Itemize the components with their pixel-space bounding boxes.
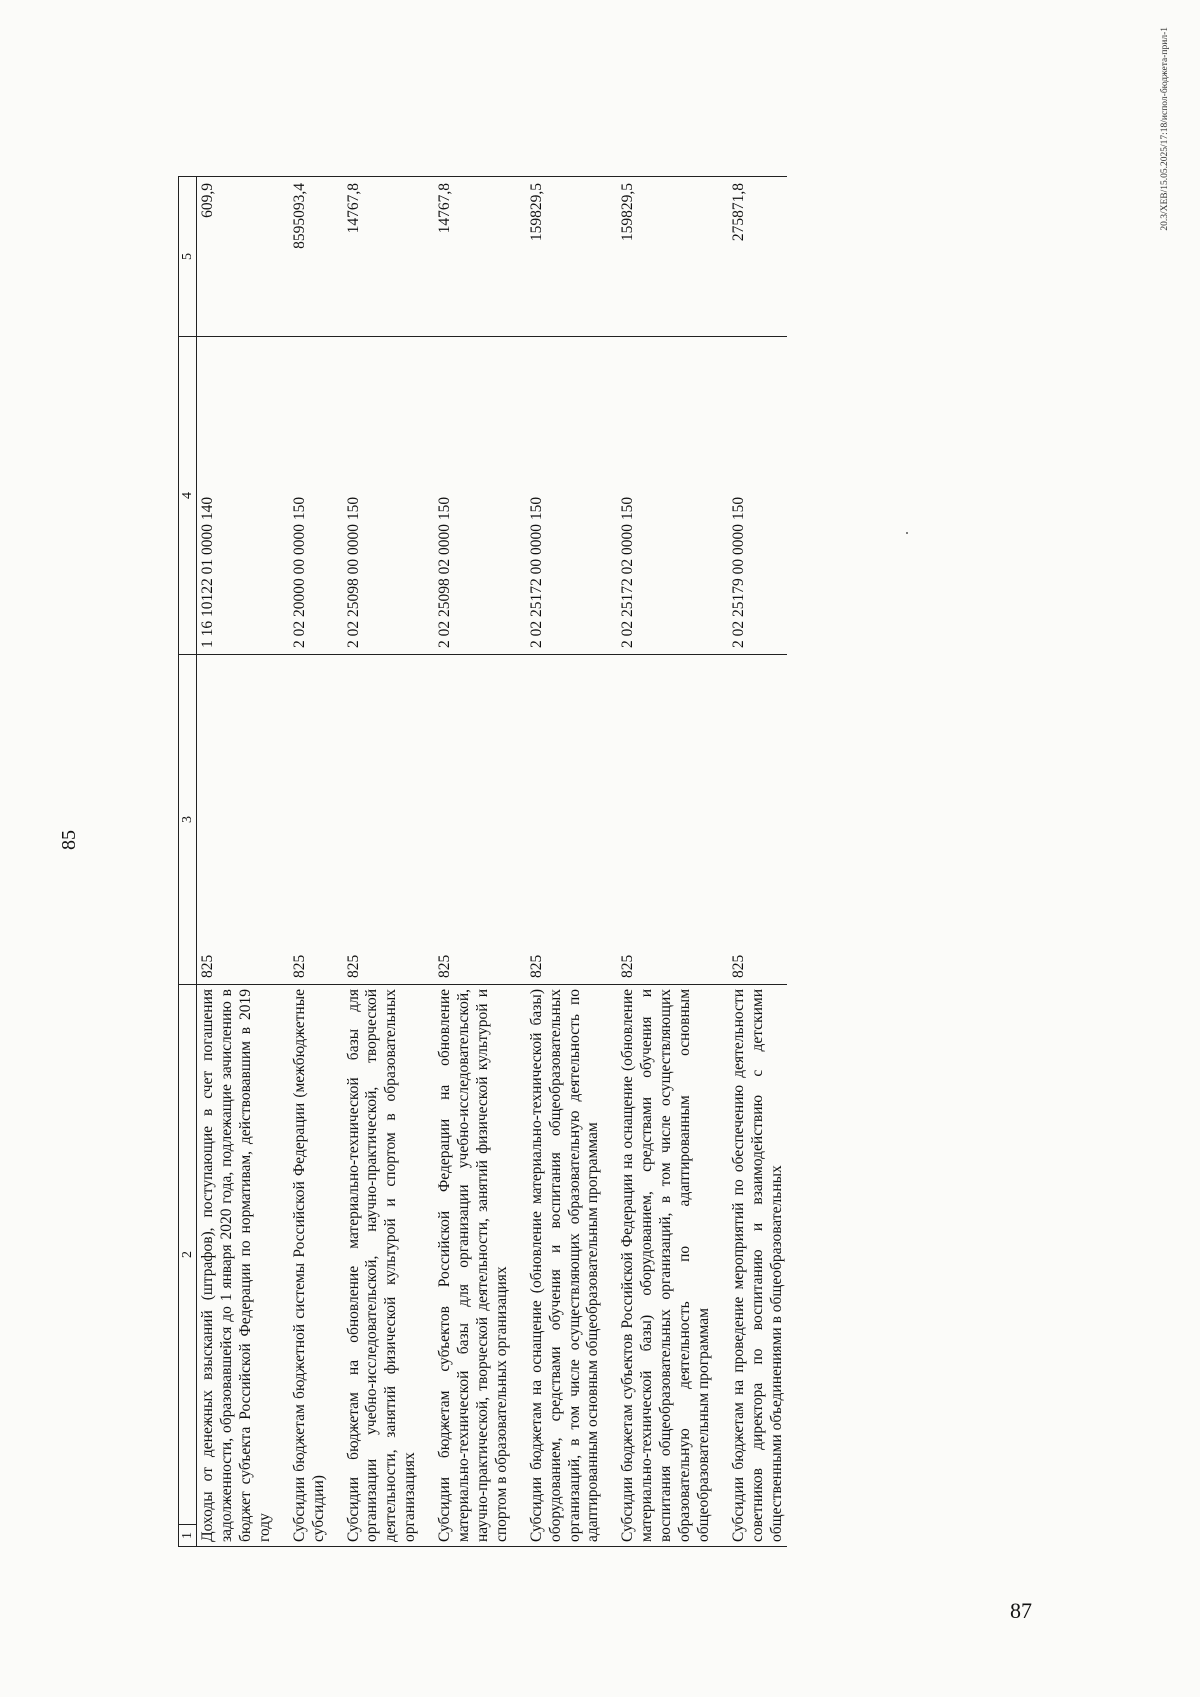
column-number-3: 3 bbox=[179, 655, 197, 985]
row-name: Субсидии бюджетам на обновление материально-технической базы для организации учебно-исследовательской, научно-практической, творческой деятельности, занятий физической культурой и спортом в образовательных организациях bbox=[343, 985, 435, 1547]
row-amount: 8595093,4 bbox=[289, 177, 343, 337]
row-admin-code: 825 bbox=[434, 655, 526, 985]
column-number-4: 4 bbox=[179, 337, 197, 655]
column-number-5: 5 bbox=[179, 177, 197, 337]
table-row bbox=[343, 177, 435, 1547]
row-name: Субсидии бюджетам бюджетной системы Российской Федерации (межбюджетные субсидии) bbox=[289, 985, 343, 1547]
row-budget-code: 2 02 25179 00 0000 150 bbox=[728, 337, 787, 655]
page-number: 85 bbox=[58, 830, 80, 850]
row-amount: 14767,8 bbox=[343, 177, 435, 337]
row-name: Субсидии бюджетам на проведение мероприятий по обеспечению деятельности советников директора по воспитанию и взаимодействию с детскими общественными объединениями в общеобразовательных bbox=[728, 985, 787, 1547]
row-amount: 159829,5 bbox=[617, 177, 728, 337]
budget-revenue-table bbox=[178, 176, 787, 1547]
row-admin-code: 825 bbox=[197, 655, 289, 985]
row-admin-code: 825 bbox=[728, 655, 787, 985]
column-number-row bbox=[179, 177, 197, 1547]
table-row bbox=[617, 177, 728, 1547]
row-admin-code: 825 bbox=[343, 655, 435, 985]
row-budget-code: 1 16 10122 01 0000 140 bbox=[197, 337, 289, 655]
column-number-2: 2 bbox=[179, 985, 197, 1525]
row-amount: 159829,5 bbox=[526, 177, 618, 337]
row-admin-code: 825 bbox=[289, 655, 343, 985]
row-name: Субсидии бюджетам субъектов Российской Федерации на обновление материально-технической базы для организации учебно-исследовательской, научно-практической, творческой деятельности, занятий физической культурой и спортом в образовательных организациях bbox=[434, 985, 526, 1547]
row-name: Доходы от денежных взысканий (штрафов), поступающие в счет погашения задолженности, образовавшейся до 1 января 2020 года, подлежащие зачислению в бюджет субъекта Российской Федерации по нормативам, действовавшим в 2019 году bbox=[197, 985, 289, 1547]
table-row bbox=[728, 177, 787, 1547]
row-budget-code: 2 02 20000 00 0000 150 bbox=[289, 337, 343, 655]
table-row bbox=[289, 177, 343, 1547]
table-row bbox=[434, 177, 526, 1547]
column-number-1: 1 bbox=[179, 1525, 197, 1547]
row-admin-code: 825 bbox=[526, 655, 618, 985]
table-row bbox=[526, 177, 618, 1547]
row-amount: 275871,8 bbox=[728, 177, 787, 337]
row-budget-code: 2 02 25098 00 0000 150 bbox=[343, 337, 435, 655]
table-row bbox=[197, 177, 289, 1547]
row-amount: 14767,8 bbox=[434, 177, 526, 337]
row-name: Субсидии бюджетам субъектов Российской Федерации на оснащение (обновление материально-технической базы) оборудованием, средствами обучения и воспитания общеобразовательных организаций, в том числе осуществляющих образовательную деятельность по адаптированным основным общеобразовательным программам bbox=[617, 985, 728, 1547]
sheet-number: 87 bbox=[1010, 1598, 1032, 1623]
row-budget-code: 2 02 25172 02 0000 150 bbox=[617, 337, 728, 655]
row-name: Субсидии бюджетам на оснащение (обновление материально-технической базы) оборудованием, средствами обучения и воспитания общеобразовательных организаций, в том числе осуществляющих образовательную деятельность по адаптированным основным общеобразовательным программам bbox=[526, 985, 618, 1547]
row-budget-code: 2 02 25098 02 0000 150 bbox=[434, 337, 526, 655]
row-admin-code: 825 bbox=[617, 655, 728, 985]
row-budget-code: 2 02 25172 00 0000 150 bbox=[526, 337, 618, 655]
document-footer-code: 20.3/ХЕВ/15.05.2025/17:18/испол-бюджета-прил-1 bbox=[1160, 27, 1170, 231]
row-amount: 609,9 bbox=[197, 177, 289, 337]
